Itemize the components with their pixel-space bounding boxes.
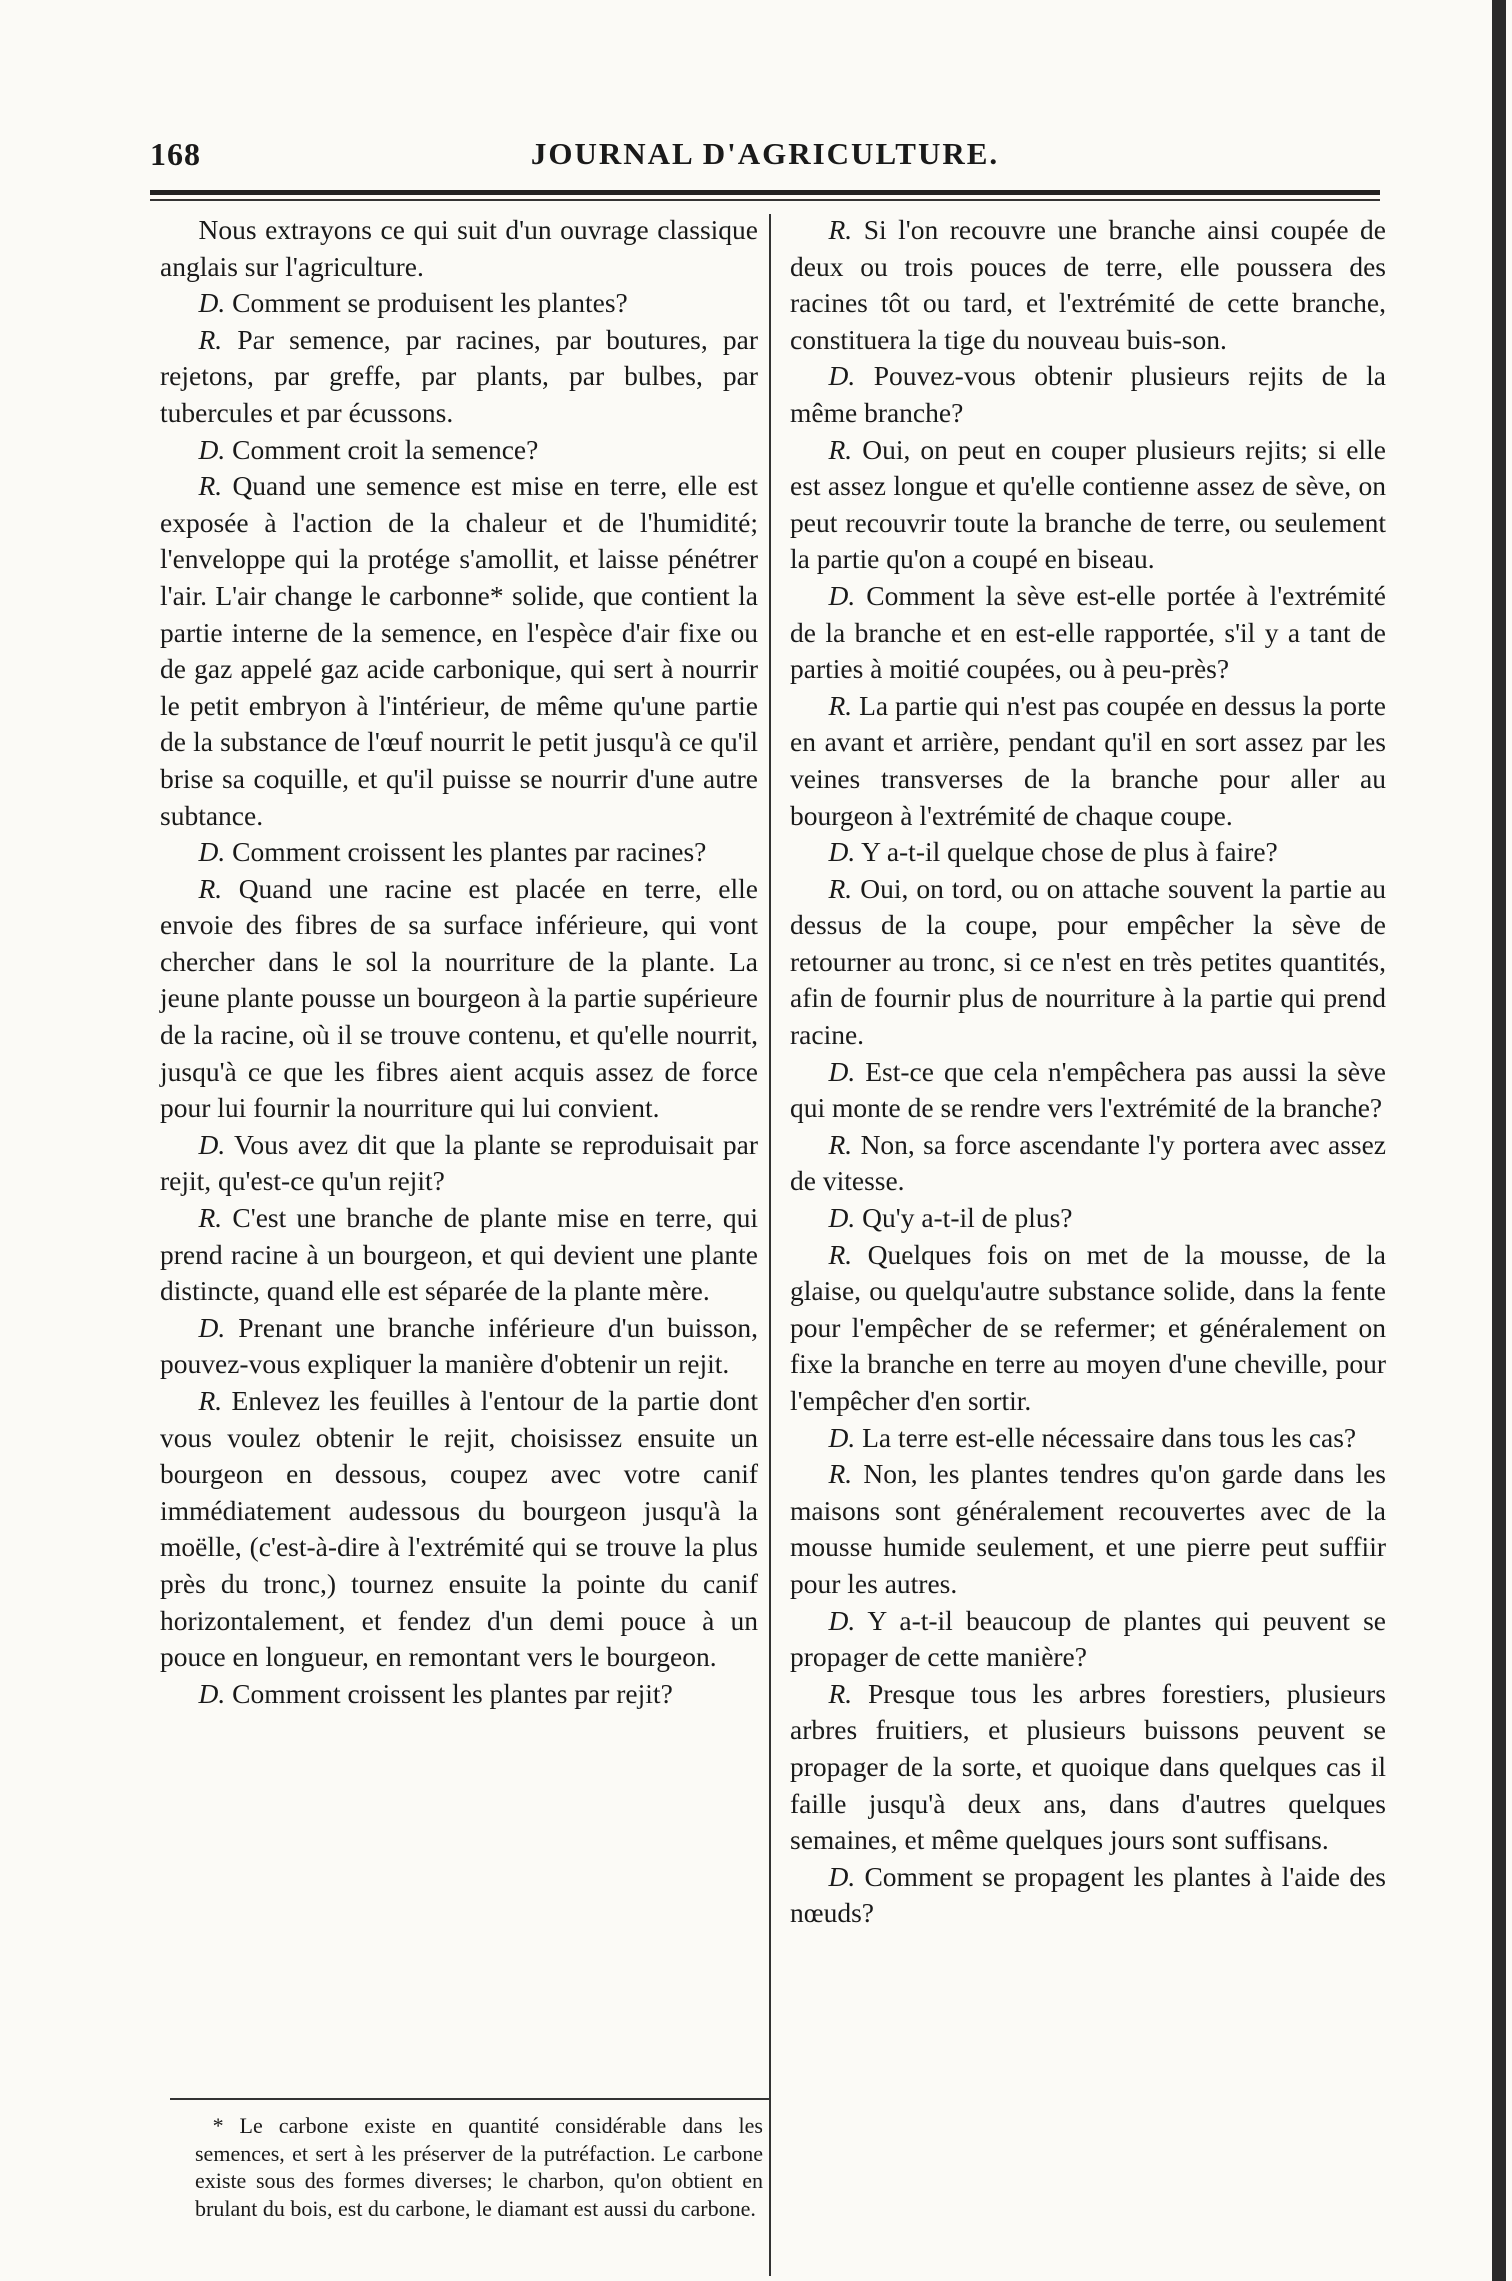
paragraph-text: Comment se propagent les plantes à l'aide des nœuds? [790,1860,1386,1929]
speaker-label: D. [828,1421,856,1453]
paragraph-text: Comment la sève est-elle portée à l'extrémité de la branche et en est-elle rapportée, s'il y a tant de parties à moitié coupées, ou à peu-près? [790,579,1386,685]
header-rule-thick [150,190,1380,195]
paragraph [790,1420,1386,1457]
paragraph [790,358,1386,431]
paragraph-text: Pouvez-vous obtenir plusieurs rejits de la même branche? [790,360,1387,428]
paragraph-text: Est-ce que cela n'empêchera pas aussi la sève qui monte de se rendre vers l'extrémité de la branche? [790,1055,1387,1124]
paragraph-text: Comment croit la semence? [232,433,539,465]
speaker-label: D. [198,433,226,465]
paragraph [160,1200,758,1310]
speaker-label: R. [198,323,223,355]
speaker-label: D. [828,1202,856,1234]
paragraph-text: Presque tous les arbres forestiers, plusieurs arbres fruitiers, et plusieurs buissons peuvent se propager de la sorte, et quoique dans quelques cas il faille jusqu'à deux ans, dans d'autres quelques semaines, et même quelques jours sont suffisans. [790,1677,1386,1856]
paragraph [160,871,758,1127]
right-column [790,212,1386,1932]
speaker-label: D. [828,1860,856,1892]
paragraph-text: Prenant une branche inférieure d'un buisson, pouvez-vous expliquer la manière d'obtenir un rejit. [160,1311,759,1380]
paragraph [790,432,1386,578]
speaker-label: R. [828,1128,853,1160]
paragraph-text: Quand une semence est mise en terre, elle est exposée à l'action de la chaleur et de l'humidité; l'enveloppe qui la protége s'amollit, et laisse pénétrer l'air. L'air change le carbonne* solide, que contient la partie interne de la semence, en l'espèce d'air fixe ou de gaz appelé gaz acide carbonique, qui sert à nourrir le petit embryon à l'intérieur, de même qu'une partie de la substance de l'œuf nourrit le petit jusqu'à ce qu'il brise sa coquille, et qu'il puisse se nourrir d'une autre subtance. [160,470,758,831]
speaker-label: D. [828,836,856,868]
speaker-label: R. [828,1238,853,1270]
paragraph [790,834,1386,871]
paragraph-text: Comment croissent les plantes par racines? [232,836,707,868]
speaker-label: D. [828,360,856,392]
paragraph [790,1127,1386,1200]
paragraph-text: Quelques fois on met de la mousse, de la glaise, ou quelqu'autre substance solide, dans la fente pour l'empêcher de se refermer; et généralement on fixe la branche en terre au moyen d'une cheville, pour l'empêcher d'en sortir. [790,1238,1386,1416]
left-column [160,212,758,1712]
speaker-label: D. [198,1128,226,1160]
speaker-label: R. [198,1202,223,1234]
paragraph-text: Oui, on tord, ou on attache souvent la partie au dessus de la coupe, pour empêcher la sève de retourner au tronc, si ce n'est en très petites quantités, afin de fournir plus de nourriture à la partie qui prend racine. [790,872,1387,1051]
page-header [150,136,1380,186]
speaker-label: D. [198,287,226,319]
paragraph-text: Y a-t-il quelque chose de plus à faire? [861,836,1278,868]
speaker-label: D. [198,836,226,868]
paragraph-text: Quand une racine est placée en terre, elle envoie des fibres de sa surface inférieure, qui vont chercher dans le sol la nourriture de la plante. La jeune plante pousse un bourgeon à la partie supérieure de la racine, où il se trouve contenu, et qu'elle nourrit, jusqu'à ce que les fibres aient acquis assez de force pour lui fournir la nourriture qui lui convient. [160,872,758,1124]
paragraph [160,212,758,285]
speaker-label: D. [828,1604,856,1636]
paragraph-text: Si l'on recouvre une branche ainsi coupée de deux ou trois pouces de terre, elle poussera des racines tôt ou tard, et l'extrémité de cette branche, constituera la tige du nouveau buis-son. [790,214,1386,355]
paragraph [160,1676,758,1713]
paragraph [160,1127,758,1200]
paragraph [790,1603,1386,1676]
speaker-label: R. [828,214,853,245]
paragraph-text: Non, les plantes tendres qu'on garde dans les maisons sont généralement recouvertes avec de la mousse humide seulement, et une pierre peut suffiir pour les autres. [790,1458,1386,1599]
paragraph [160,834,758,871]
paragraph-text: Comment croissent les plantes par rejit? [232,1677,673,1709]
speaker-label: R. [198,470,223,502]
speaker-label: R. [828,872,853,904]
paragraph [790,688,1386,834]
footnote-text: * Le carbone existe en quantité considérable dans les semences, et sert à les préserver de la putréfaction. Le carbone existe sous des formes diverses; le charbon, qu'on obtient en brulant du bois, est du carbone, le diamant est aussi du carbone. [195,2113,763,2221]
paragraph-text: Y a-t-il beaucoup de plantes qui peuvent se propager de cette manière? [790,1604,1386,1673]
speaker-label: R. [198,872,223,904]
paragraph-text: Oui, on peut en couper plusieurs rejits; si elle est assez longue et qu'elle contienne assez de sève, on peut recouvrir toute la branche de terre, ou seulement la partie qu'on a coupé en biseau. [790,433,1386,575]
paragraph [790,578,1386,688]
column-divider [769,214,771,2276]
paragraph [790,212,1386,358]
binding-edge [1492,0,1506,2281]
speaker-label: D. [828,1055,856,1087]
paragraph-text: Par semence, par racines, par boutures, par rejetons, par greffe, par plants, par bulbes, par tubercules et par écussons. [160,323,758,428]
page-number: 168 [150,136,201,172]
speaker-label: R. [198,1385,223,1416]
paragraph [790,1054,1386,1127]
speaker-label: R. [828,689,853,721]
speaker-label: R. [828,433,853,465]
paragraph-text: Vous avez dit que la plante se reproduisait par rejit, qu'est-ce qu'un rejit? [160,1128,758,1197]
paragraph-text: Comment se produisent les plantes? [232,287,628,319]
footnote-rule [170,2098,770,2100]
footnote [195,2112,763,2222]
paragraph [160,1383,758,1676]
paragraph [790,1237,1386,1420]
speaker-label: D. [198,1677,226,1709]
paragraph [160,1310,758,1383]
header-rule-thin [150,199,1380,201]
paragraph-text: Nous extrayons ce qui suit d'un ouvrage classique anglais sur l'agriculture. [160,214,758,282]
paragraph [160,432,758,469]
paragraph [790,1859,1386,1932]
paragraph-text: La terre est-elle nécessaire dans tous les cas? [862,1421,1357,1453]
paragraph [160,285,758,322]
paragraph [790,1456,1386,1602]
running-title: JOURNAL D'AGRICULTURE. [530,136,1000,171]
speaker-label: D. [828,579,856,611]
paragraph-text: La partie qui n'est pas coupée en dessus la porte en avant et arrière, pendant qu'il en sort assez par les veines transverses de la branche pour aller au bourgeon à l'extrémité de chaque coupe. [790,689,1387,831]
paragraph-text: Enlevez les feuilles à l'entour de la partie dont vous voulez obtenir le rejit, choisissez ensuite un bourgeon en dessous, coupez avec votre canif immédiatement audessous du bourgeon jusqu'à la moëlle, (c'est-à-dire à l'extrémité qui se trouve la plus près du tronc,) tournez ensuite la pointe du canif horizontalement, et fendez d'un demi pouce à un pouce en longueur, en remontant vers le bourgeon. [160,1385,759,1673]
speaker-label: R. [828,1677,853,1709]
speaker-label: D. [198,1311,226,1343]
paragraph-text: Non, sa force ascendante l'y portera avec assez de vitesse. [790,1128,1387,1197]
paragraph [160,468,758,834]
paragraph [790,1676,1386,1859]
paragraph [790,871,1386,1054]
speaker-label: R. [828,1458,853,1490]
paragraph-text: Qu'y a-t-il de plus? [862,1202,1073,1234]
paragraph [160,322,758,432]
paragraph [790,1200,1386,1237]
paragraph-text: C'est une branche de plante mise en terre, qui prend racine à un bourgeon, et qui devient une plante distincte, quand elle est séparée de la plante mère. [160,1202,758,1307]
